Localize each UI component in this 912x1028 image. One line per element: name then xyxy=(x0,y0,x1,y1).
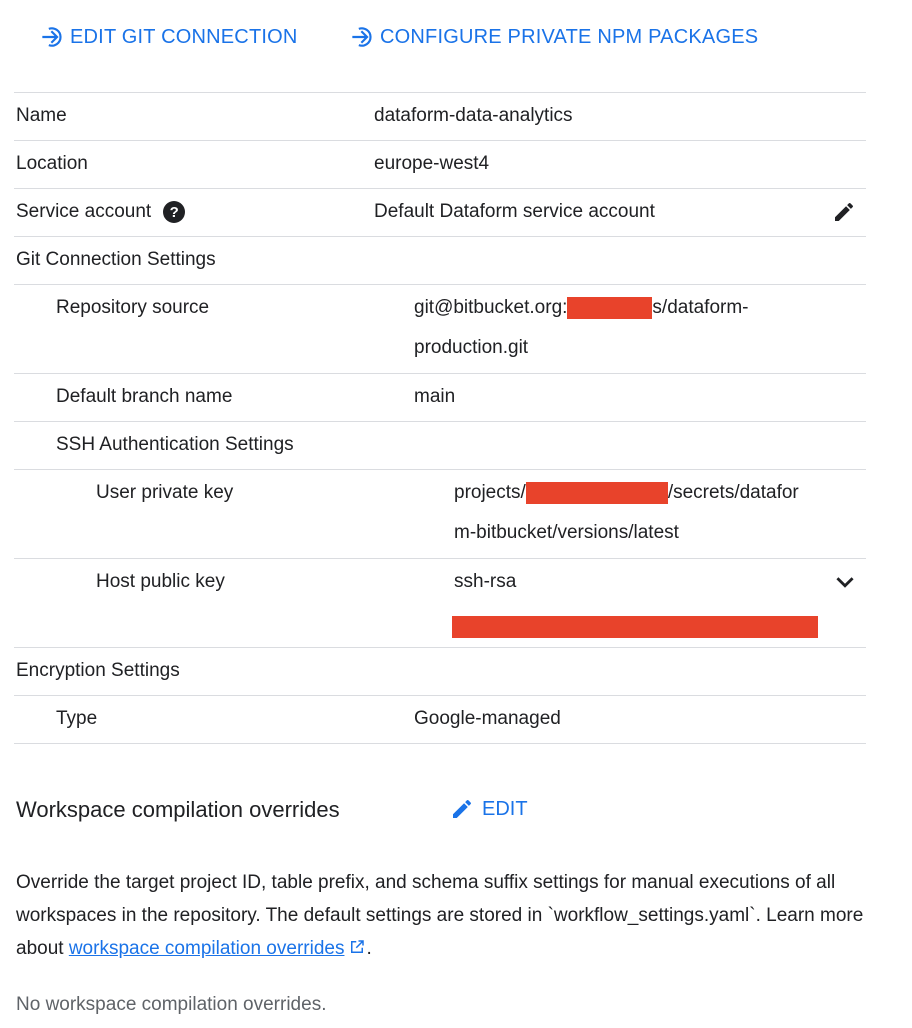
detail-label: User private key xyxy=(96,482,234,503)
pencil-icon[interactable] xyxy=(832,200,856,224)
detail-label-wrapper xyxy=(16,201,185,223)
overrides-description-text: Override the target project ID, table prefix, and schema suffix settings for manual executions of all workspaces in the repository. The default settings are stored in `workflow_settings.yaml`. Learn more about xyxy=(16,872,864,959)
arrow-right-icon xyxy=(38,24,64,50)
edit-git-connection-label: EDIT GIT CONNECTION xyxy=(70,25,298,48)
repository-details-table xyxy=(14,92,866,744)
detail-row-location xyxy=(14,141,866,189)
detail-row-repository-source xyxy=(14,285,866,374)
section-row-ssh-auth xyxy=(14,422,866,470)
detail-value: europe-west4 xyxy=(374,153,490,174)
detail-row-host-public-key xyxy=(14,559,866,648)
overrides-edit-button[interactable] xyxy=(450,797,528,821)
detail-label: Host public key xyxy=(96,571,225,592)
external-link-icon xyxy=(348,938,366,956)
chevron-down-icon[interactable] xyxy=(832,569,858,595)
detail-value: main xyxy=(414,386,456,407)
redaction-block xyxy=(567,297,652,319)
detail-value: Google-managed xyxy=(414,708,561,729)
private-key-mid: /secrets/datafor xyxy=(667,482,799,503)
overrides-learn-more-link[interactable] xyxy=(69,938,367,959)
redaction-block xyxy=(452,616,818,638)
detail-value xyxy=(454,473,854,553)
arrow-right-icon xyxy=(348,24,374,50)
section-row-git-connection xyxy=(14,237,866,285)
detail-label: Location xyxy=(16,153,88,174)
repo-source-mid: s/dataform- xyxy=(652,297,749,318)
overrides-description-end: . xyxy=(366,938,372,959)
detail-label: Service account xyxy=(16,201,152,222)
configure-npm-packages-label: CONFIGURE PRIVATE NPM PACKAGES xyxy=(380,25,759,48)
detail-row-user-private-key xyxy=(14,470,866,559)
detail-row-encryption-type xyxy=(14,696,866,744)
detail-label: Default branch name xyxy=(56,386,233,407)
detail-label: Type xyxy=(56,708,98,729)
private-key-prefix: projects/ xyxy=(454,482,526,503)
detail-value xyxy=(414,288,814,368)
pencil-icon xyxy=(450,797,474,821)
overrides-empty-state: No workspace compilation overrides. xyxy=(16,994,327,1015)
configure-npm-packages-button[interactable] xyxy=(348,24,758,50)
overrides-edit-label: EDIT xyxy=(482,797,528,820)
detail-row-default-branch xyxy=(14,374,866,422)
detail-value: Default Dataform service account xyxy=(374,201,655,222)
detail-row-service-account xyxy=(14,189,866,237)
section-label: SSH Authentication Settings xyxy=(56,434,294,455)
overrides-link-text: workspace compilation overrides xyxy=(68,938,345,959)
section-row-encryption xyxy=(14,648,866,696)
section-label: Encryption Settings xyxy=(16,660,180,681)
repo-source-suffix: production.git xyxy=(414,337,529,358)
overrides-description xyxy=(16,866,876,965)
private-key-suffix: m-bitbucket/versions/latest xyxy=(454,522,679,543)
detail-value: ssh-rsa xyxy=(454,571,517,592)
redaction-block xyxy=(526,482,668,504)
detail-label: Name xyxy=(16,105,67,126)
overrides-title: Workspace compilation overrides xyxy=(16,797,340,822)
detail-value: dataform-data-analytics xyxy=(374,105,573,126)
detail-row-name xyxy=(14,93,866,141)
help-icon[interactable]: ? xyxy=(163,201,185,223)
repo-source-prefix: git@bitbucket.org: xyxy=(414,297,568,318)
detail-label: Repository source xyxy=(56,297,210,318)
section-label: Git Connection Settings xyxy=(16,249,216,270)
edit-git-connection-button[interactable] xyxy=(38,24,298,50)
